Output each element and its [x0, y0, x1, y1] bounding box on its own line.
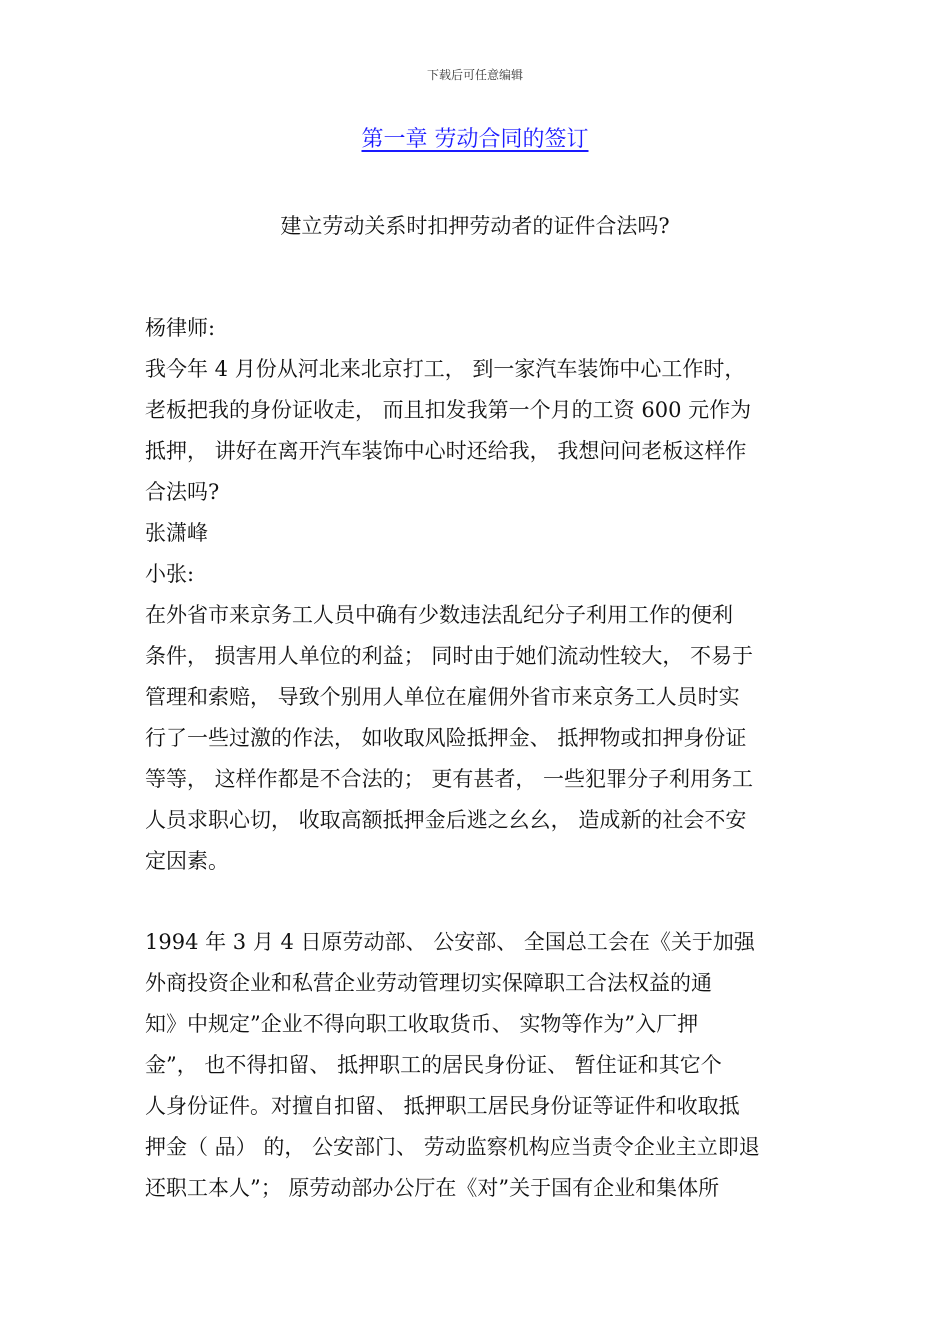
reply-line: 条件， 损害用人单位的利益； 同时由于她们流动性较大， 不易于 — [145, 644, 754, 668]
regulation-line: 外商投资企业和私营企业劳动管理切实保障职工合法权益的通 — [145, 971, 712, 995]
chapter-title-link[interactable]: 第一章 劳动合同的签订 — [361, 127, 589, 152]
letter-line: 抵押， 讲好在离开汽车装饰中心时还给我， 我想问问老板这样作 — [145, 439, 747, 463]
reply-line: 定因素。 — [145, 849, 229, 873]
regulation-line: 还职工本人”； 原劳动部办公厅在《对”关于国有企业和集体所 — [145, 1176, 720, 1200]
regulation-line: 人身份证件。对擅自扣留、 抵押职工居民身份证等证件和收取抵 — [145, 1094, 740, 1118]
letter-line: 合法吗? — [145, 480, 220, 504]
regulation-line: 金”， 也不得扣留、 抵押职工的居民身份证、 暂住证和其它个 — [145, 1053, 722, 1077]
reply-line: 人员求职心切， 收取高额抵押金后逃之幺幺， 造成新的社会不安 — [145, 808, 747, 832]
letter-signature: 张潇峰 — [145, 521, 208, 545]
reply-line: 管理和索赔， 导致个别用人单位在雇佣外省市来京务工人员时实 — [145, 685, 740, 709]
reply-line: 在外省市来京务工人员中确有少数违法乱纪分子利用工作的便利 — [145, 603, 733, 627]
regulation-line: 知》中规定”企业不得向职工收取货币、 实物等作为”入厂押 — [145, 1012, 699, 1036]
regulation-line: 押金（ 品） 的， 公安部门、 劳动监察机构应当责令企业主立即退 — [145, 1135, 760, 1159]
question-title: 建立劳动关系时扣押劳动者的证件合法吗? — [280, 214, 670, 238]
regulation-section — [145, 922, 810, 1209]
reply-line: 等等， 这样作都是不合法的； 更有甚者， 一些犯罪分子利用务工 — [145, 767, 754, 791]
letter-line: 老板把我的身份证收走， 而且扣发我第一个月的工资 600 元作为 — [145, 398, 752, 422]
letter-line: 杨律师: — [145, 316, 216, 340]
regulation-line: 1994 年 3 月 4 日原劳动部、 公安部、 全国总工会在《关于加强 — [145, 930, 755, 954]
letter-section — [145, 308, 810, 882]
reply-line: 行了一些过激的作法， 如收取风险抵押金、 抵押物或扣押身份证 — [145, 726, 747, 750]
reply-salutation: 小张: — [145, 562, 195, 586]
header-note: 下载后可任意编辑 — [426, 68, 523, 82]
letter-line: 我今年 4 月份从河北来北京打工， 到一家汽车装饰中心工作时， — [145, 357, 746, 381]
